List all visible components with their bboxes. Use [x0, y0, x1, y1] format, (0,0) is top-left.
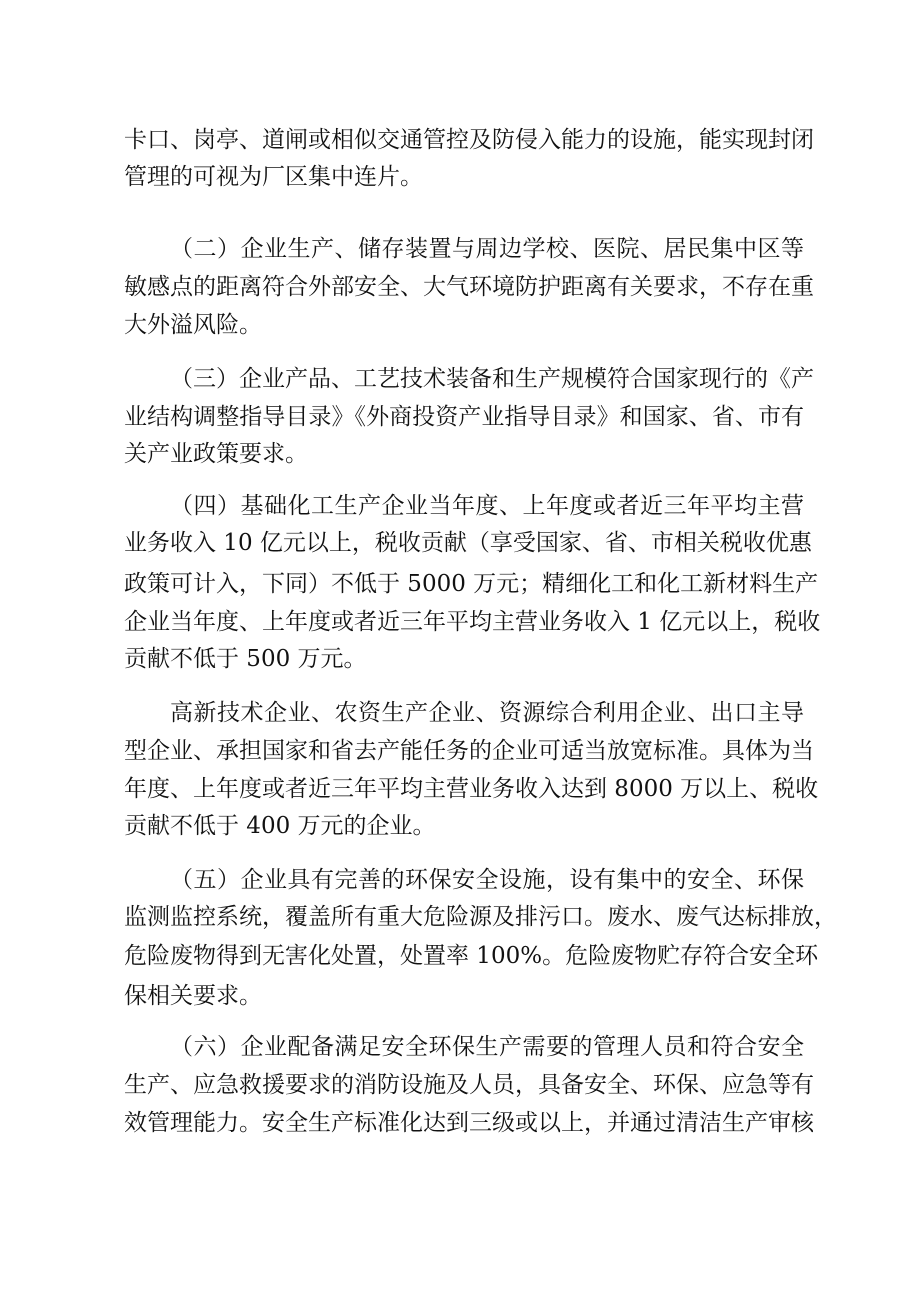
- text-line: 企业当年度、上年度或者近三年平均主营业务收入 1 亿元以上，税收: [124, 609, 821, 635]
- text-line: 贡献不低于 400 万元的企业。: [124, 813, 436, 839]
- text-line: （二）企业生产、储存装置与周边学校、医院、居民集中区等: [170, 236, 804, 262]
- text-line: 效管理能力。安全生产标准化达到三级或以上，并通过清洁生产审核: [124, 1110, 814, 1136]
- text-line: （三）企业产品、工艺技术装备和生产规模符合国家现行的《产: [170, 366, 814, 392]
- text-line: （五）企业具有完善的环保安全设施，设有集中的安全、环保: [170, 867, 804, 893]
- text-line: 危险废物得到无害化处置，处置率 100%。危险废物贮存符合安全环: [124, 943, 819, 969]
- text-line: 政策可计入，下同）不低于 5000 万元；精细化工和化工新材料生产: [124, 571, 819, 597]
- text-line: 管理的可视为厂区集中连片。: [124, 164, 423, 190]
- text-line: 业结构调整指导目录》《外商投资产业指导目录》和国家、省、市有: [124, 404, 804, 430]
- text-line: 卡口、岗亭、道闸或相似交通管控及防侵入能力的设施，能实现封闭: [124, 127, 814, 153]
- text-line: （四）基础化工生产企业当年度、上年度或者近三年平均主营: [170, 493, 804, 519]
- text-line: 生产、应急救援要求的消防设施及人员，具备安全、环保、应急等有: [124, 1072, 814, 1098]
- text-line: 监测监控系统，覆盖所有重大危险源及排污口。废水、废气达标排放，: [124, 904, 837, 930]
- text-line: 大外溢风险。: [124, 312, 262, 338]
- text-line: 保相关要求。: [124, 983, 262, 1009]
- text-line: 贡献不低于 500 万元。: [124, 646, 367, 672]
- text-line: 高新技术企业、农资生产企业、资源综合利用企业、出口主导: [170, 700, 804, 726]
- text-line: （六）企业配备满足安全环保生产需要的管理人员和符合安全: [170, 1034, 804, 1060]
- text-line: 业务收入 10 亿元以上，税收贡献（享受国家、省、市相关税收优惠: [124, 530, 812, 556]
- text-line: 型企业、承担国家和省去产能任务的企业可适当放宽标准。具体为当: [124, 738, 814, 764]
- text-line: 年度、上年度或者近三年平均主营业务收入达到 8000 万以上、税收: [124, 776, 819, 802]
- text-line: 敏感点的距离符合外部安全、大气环境防护距离有关要求，不存在重: [124, 274, 814, 300]
- text-line: 关产业政策要求。: [124, 441, 308, 467]
